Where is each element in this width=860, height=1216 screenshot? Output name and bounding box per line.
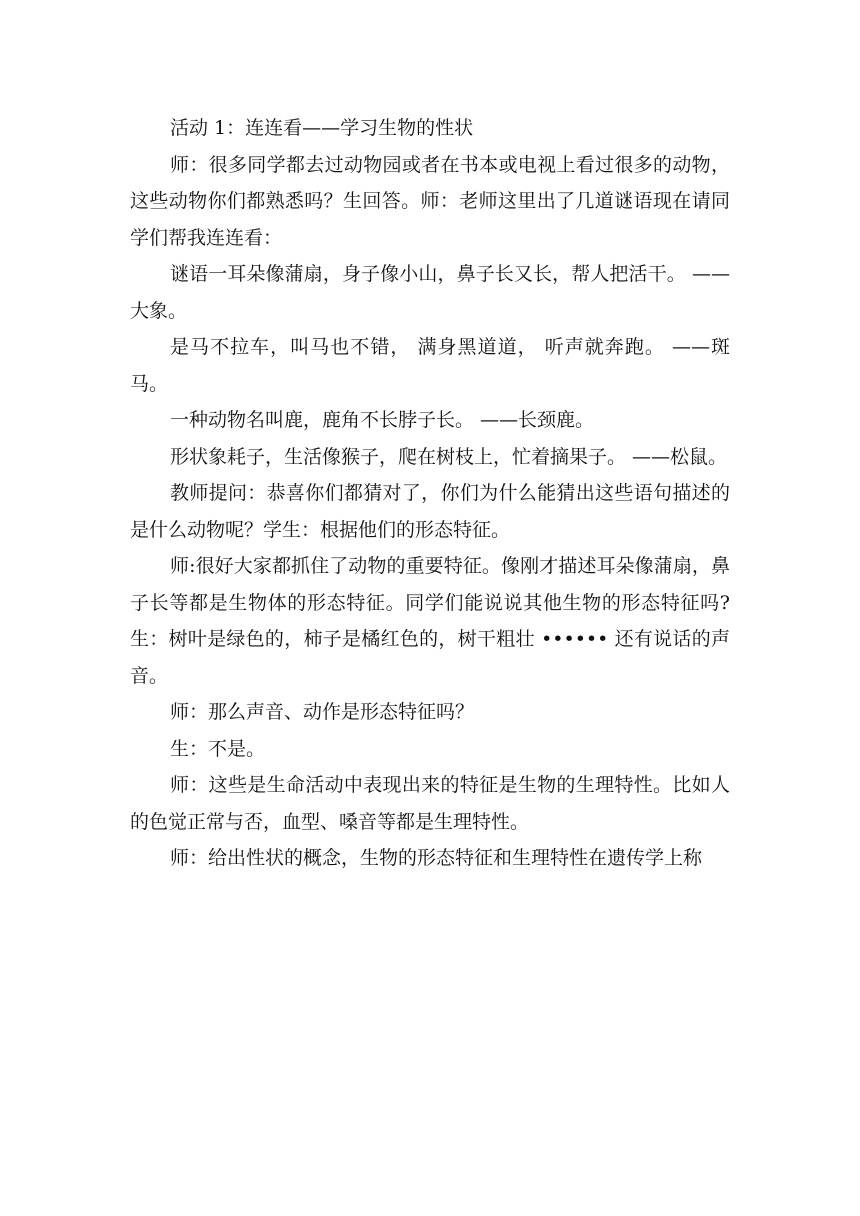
document-body bbox=[130, 110, 730, 877]
paragraph-teacher-intro: 师：很多同学都去过动物园或者在书本或电视上看过很多的动物，这些动物你们都熟悉吗？生回答。师：老师这里出了几道谜语现在请同学们帮我连连看： bbox=[130, 153, 730, 249]
riddle-squirrel: 形状象耗子，生活像猴子，爬在树枝上，忙着摘果子。 ——松鼠。 bbox=[170, 445, 728, 468]
paragraph-teacher-question: 教师提问：恭喜你们都猜对了，你们为什么能猜出这些语句描述的是什么动物呢？学生：根据他们的形态特征。 bbox=[130, 482, 730, 541]
paragraph-sound-question: 师：那么声音、动作是形态特征吗？ bbox=[170, 701, 475, 723]
riddle-elephant: 谜语一耳朵像蒲扇，身子像小山，鼻子长又长，帮人把活干。 ——大象。 bbox=[130, 263, 730, 322]
paragraph-trait-concept: 师：给出性状的概念，生物的形态特征和生理特性在遗传学上称 bbox=[170, 847, 703, 869]
riddle-zebra: 是马不拉车，叫马也不错， 满身黑道道， 听声就奔跑。 ——斑马。 bbox=[130, 336, 730, 395]
paragraph-physiology: 师：这些是生命活动中表现出来的特征是生物的生理特性。比如人的色觉正常与否，血型、嗓音等都是生理特性。 bbox=[130, 774, 730, 833]
paragraph-student-answer: 生：不是。 bbox=[170, 737, 266, 760]
activity-heading: 活动 1：连连看——学习生物的性状 bbox=[170, 117, 474, 139]
paragraph-morphology: 师:很好大家都抓住了动物的重要特征。像刚才描述耳朵像蒲扇，鼻子长等都是生物体的形态特征。同学们能说说其他生物的形态特征吗?生：树叶是绿色的，柿子是橘红色的，树干粗壮 •••••• 还有说话的声音。 bbox=[130, 555, 730, 687]
riddle-giraffe: 一种动物名叫鹿，鹿角不长脖子长。 ——长颈鹿。 bbox=[170, 409, 595, 431]
